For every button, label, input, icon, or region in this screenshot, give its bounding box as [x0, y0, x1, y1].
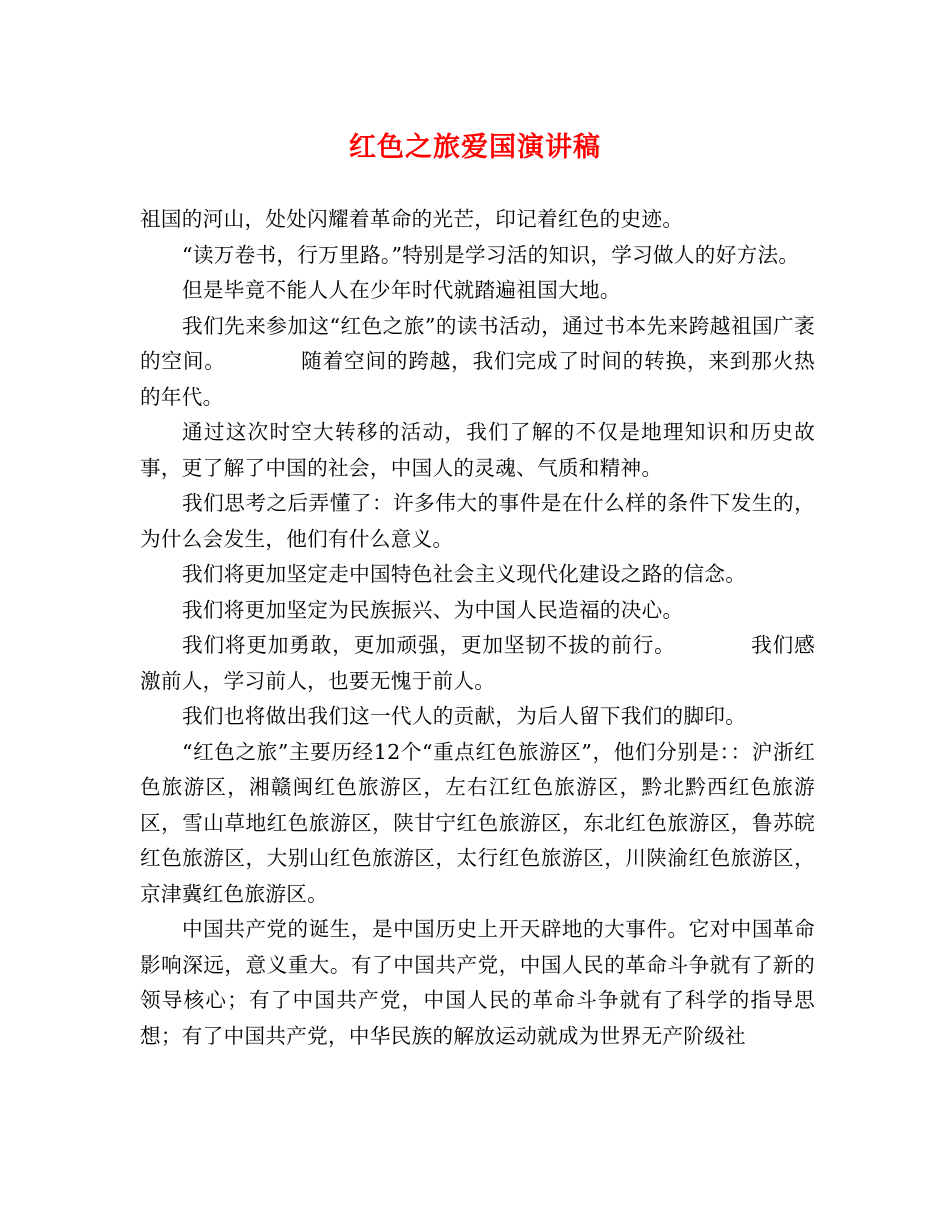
paragraph-11: “红色之旅”主要历经12个“重点红色旅游区”，他们分别是：：沪浙红色旅游区，湘赣闽红色旅游区，左右江红色旅游区，黔北黔西红色旅游区，雪山草地红色旅游区，陕甘宁红色旅游区，东北红色旅游区，鲁苏皖红色旅游区，大别山红色旅游区，太行红色旅游区，川陕渝红色旅游区，京津冀红色旅游区。 — [140, 739, 815, 906]
paragraph-2: “读万卷书，行万里路。”特别是学习活的知识，学习做人的好方法。 — [182, 242, 800, 267]
paragraph-6: 我们思考之后弄懂了：许多伟大的事件是在什么样的条件下发生的，为什么会发生，他们有什么意义。 — [140, 491, 815, 551]
page-title: 红色之旅爱国演讲稿 — [349, 132, 601, 163]
paragraph-12: 中国共产党的诞生，是中国历史上开天辟地的大事件。它对中国革命影响深远，意义重大。有了中国共产党，中国人民的革命斗争就有了新的领导核心；有了中国共产党，中国人民的革命斗争就有了科学的指导思想；有了中国共产党，中华民族的解放运动就成为世界无产阶级社 — [140, 917, 815, 1048]
paragraph-5: 通过这次时空大转移的活动，我们了解的不仅是地理知识和历史故事，更了解了中国的社会，中国人的灵魂、气质和精神。 — [140, 420, 815, 480]
paragraph-9: 我们将更加勇敢，更加顽强，更加坚韧不拔的前行。 我们感激前人，学习前人，也要无愧于前人。 — [140, 633, 815, 693]
paragraph-1: 祖国的河山，处处闪耀着革命的光芒，印记着红色的史迹。 — [140, 207, 684, 231]
document-body — [140, 202, 815, 1054]
paragraph-8: 我们将更加坚定为民族振兴、为中国人民造福的决心。 — [182, 597, 684, 622]
paragraph-10: 我们也将做出我们这一代人的贡献，为后人留下我们的脚印。 — [182, 704, 747, 728]
paragraph-7: 我们将更加坚定走中国特色社会主义现代化建设之路的信念。 — [182, 562, 747, 586]
paragraph-3: 但是毕竟不能人人在少年时代就踏遍祖国大地。 — [182, 278, 621, 302]
paragraph-4: 我们先来参加这“红色之旅”的读书活动，通过书本先来跨越祖国广袤的空间。 随着空间的跨越，我们完成了时间的转换，来到那火热的年代。 — [140, 313, 815, 409]
